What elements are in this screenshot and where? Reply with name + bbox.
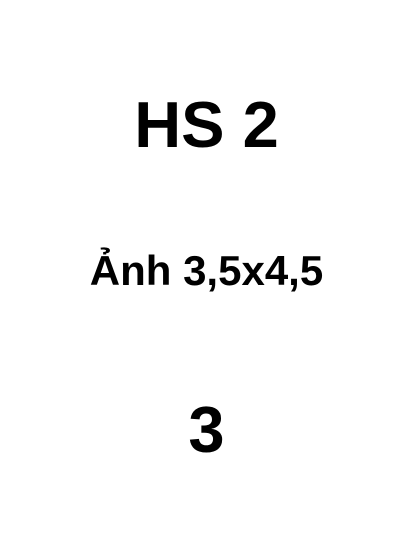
page-title: HS 2 xyxy=(134,88,279,161)
photo-size-label: Ảnh 3,5x4,5 xyxy=(89,247,324,294)
count-number: 3 xyxy=(188,393,225,466)
